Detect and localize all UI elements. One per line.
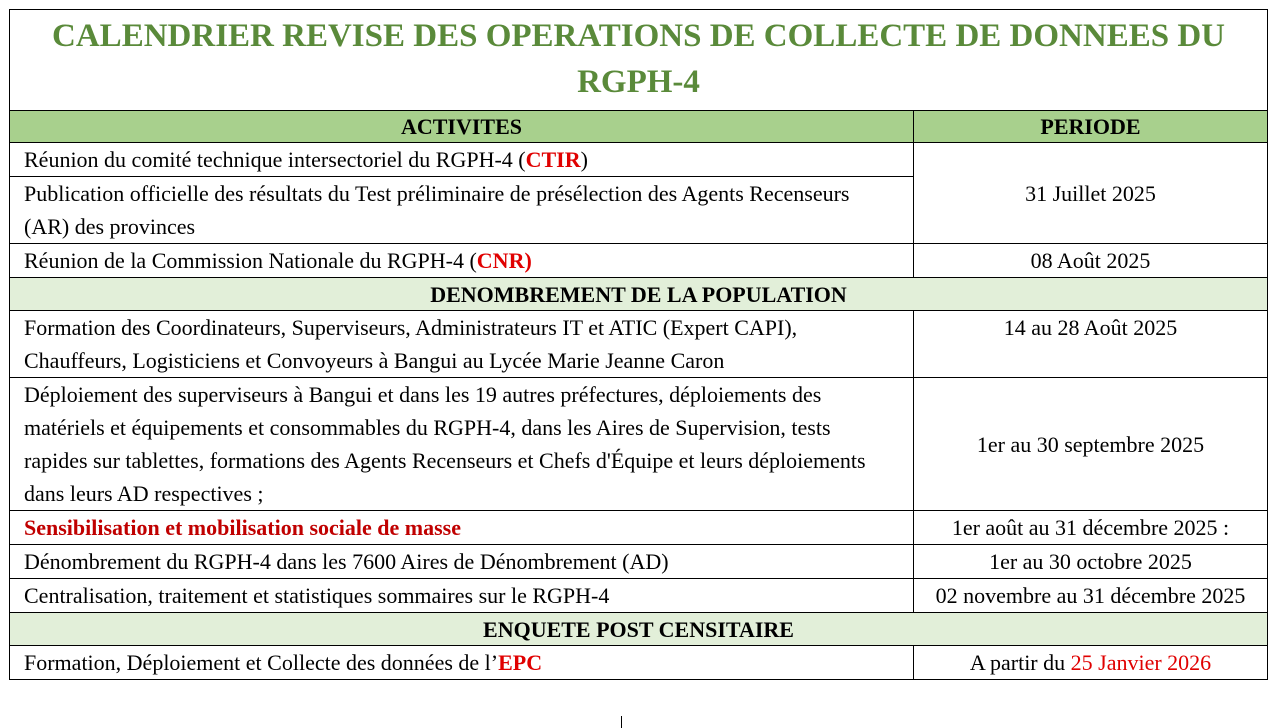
activity-cell: [10, 244, 914, 278]
table-row: [10, 143, 1268, 177]
activity-text: Réunion du comité technique intersectoriel du RGPH-4 (: [24, 147, 526, 172]
calendar-table: [9, 9, 1268, 680]
period-cell: [914, 646, 1268, 680]
table-continuation-line: [621, 716, 622, 728]
activity-cell: Formation des Coordinateurs, Superviseurs, Administrateurs IT et ATIC (Expert CAPI), Chauffeurs, Logisticiens et Convoyeurs à Bangui au Lycée Marie Jeanne Caron: [10, 311, 914, 378]
table-row: [10, 545, 1268, 579]
cnr-abbr: CNR): [476, 248, 532, 273]
header-row: [10, 111, 1268, 143]
section-row: [10, 278, 1268, 311]
activity-cell: Publication officielle des résultats du Test préliminaire de présélection des Agents Recenseurs (AR) des provinces: [10, 177, 914, 244]
page-title: CALENDRIER REVISE DES OPERATIONS DE COLLECTE DE DONNEES DU RGPH-4: [10, 10, 1268, 111]
period-cell: 31 Juillet 2025: [914, 143, 1268, 244]
epc-abbr: EPC: [498, 650, 543, 675]
section-heading-epc: ENQUETE POST CENSITAIRE: [10, 613, 1268, 646]
activity-cell: [10, 143, 914, 177]
table-row: [10, 311, 1268, 378]
period-cell: 1er au 30 septembre 2025: [914, 378, 1268, 511]
activity-cell: [10, 646, 914, 680]
activity-text: Réunion de la Commission Nationale du RGPH-4 (: [24, 248, 477, 273]
table-row: [10, 511, 1268, 545]
header-activities: ACTIVITES: [10, 111, 914, 143]
period-cell: 1er août au 31 décembre 2025 :: [914, 511, 1268, 545]
section-row: [10, 613, 1268, 646]
activity-cell: Déploiement des superviseurs à Bangui et dans les 19 autres préfectures, déploiements des matériels et équipements et consommables du RGPH-4, dans les Aires de Supervision, tests rapides sur tablettes, formations des Agents Recenseurs et Chefs d'Équipe et leurs déploiements dans leurs AD respectives ;: [10, 378, 914, 511]
period-cell: 08 Août 2025: [914, 244, 1268, 278]
activity-cell: Sensibilisation et mobilisation sociale de masse: [10, 511, 914, 545]
title-row: [10, 10, 1268, 111]
ctir-abbr: CTIR: [525, 147, 581, 172]
period-prefix: A partir du: [969, 650, 1071, 675]
paren-close: ): [580, 147, 588, 172]
header-period: PERIODE: [914, 111, 1268, 143]
section-heading-denombrement: DENOMBREMENT DE LA POPULATION: [10, 278, 1268, 311]
activity-cell: Dénombrement du RGPH-4 dans les 7600 Aires de Dénombrement (AD): [10, 545, 914, 579]
activity-text: Formation, Déploiement et Collecte des données de l’: [24, 650, 499, 675]
table-row: [10, 378, 1268, 511]
period-cell: 02 novembre au 31 décembre 2025: [914, 579, 1268, 613]
table-row: [10, 244, 1268, 278]
period-date: 25 Janvier 2026: [1070, 650, 1212, 675]
table-row: [10, 646, 1268, 680]
period-cell: 14 au 28 Août 2025: [914, 311, 1268, 378]
period-cell: 1er au 30 octobre 2025: [914, 545, 1268, 579]
table-row: [10, 579, 1268, 613]
activity-cell: Centralisation, traitement et statistiques sommaires sur le RGPH-4: [10, 579, 914, 613]
